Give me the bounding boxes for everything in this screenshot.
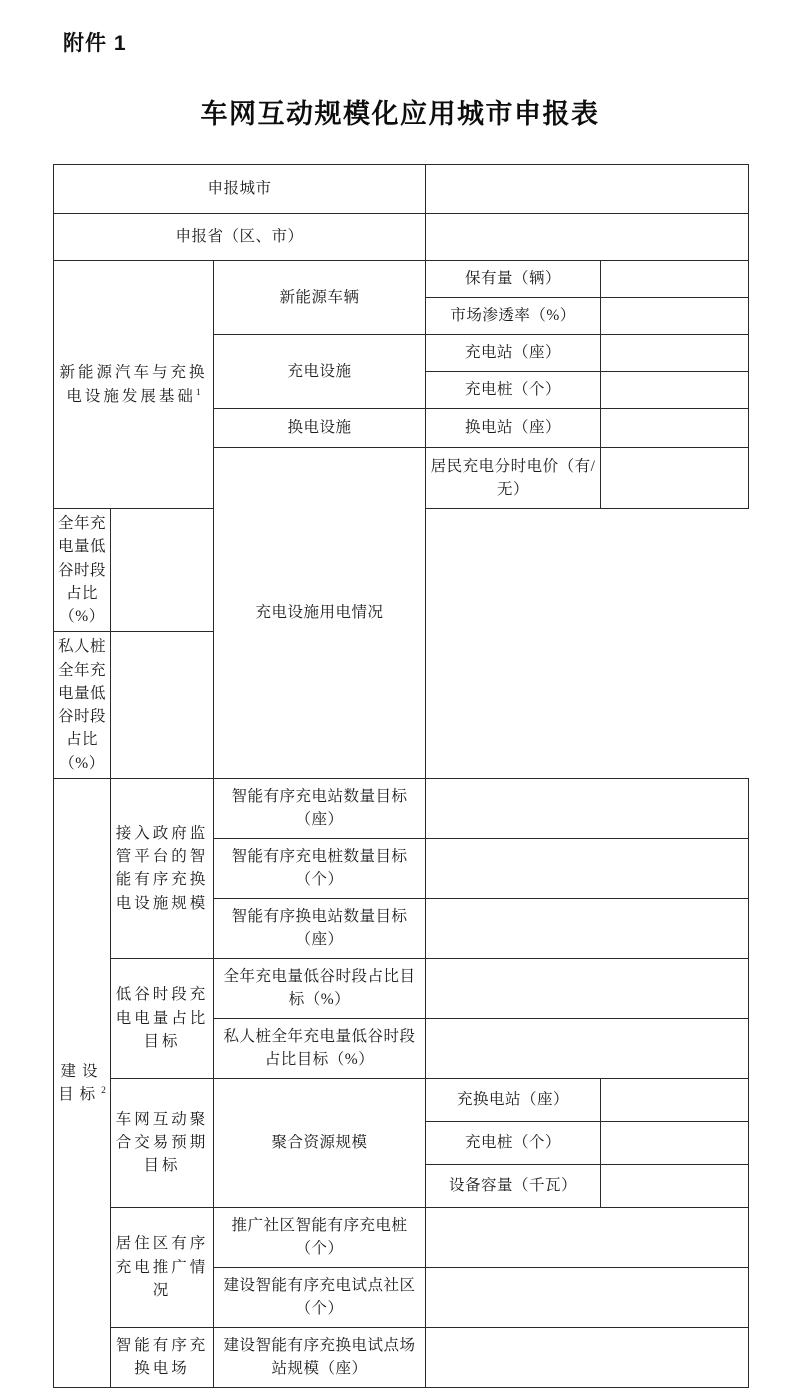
page-title: 车网互动规模化应用城市申报表 <box>200 99 600 129</box>
table-row <box>54 1327 749 1387</box>
item-value-agg-swap-station[interactable] <box>601 1078 749 1121</box>
item-label-community-pile-promotion: 推广社区智能有序充电桩（个） <box>214 1207 426 1267</box>
item-label-smart-pile-goal: 智能有序充电桩数量目标（个） <box>214 838 426 898</box>
footnote-marker-2: 2 <box>101 1085 106 1096</box>
footnote-marker-1: 1 <box>195 387 201 398</box>
item-value-smart-station-goal[interactable] <box>426 778 749 838</box>
item-label-charging-pile: 充电桩（个） <box>426 372 601 409</box>
item-label-swap-station: 换电站（座） <box>426 409 601 448</box>
group-label-residential-promotion: 居住区有序充电推广情况 <box>111 1207 214 1327</box>
item-label-agg-charging-pile: 充电桩（个） <box>426 1121 601 1164</box>
item-label-agg-swap-station: 充换电站（座） <box>426 1078 601 1121</box>
item-value-smart-swap-goal[interactable] <box>426 898 749 958</box>
item-value-smart-pile-goal[interactable] <box>426 838 749 898</box>
group-label-charging-facility: 充电设施 <box>214 335 426 409</box>
section-label-construction-goals <box>54 778 111 1387</box>
item-label-smart-station-goal: 智能有序充电站数量目标（座） <box>214 778 426 838</box>
item-label-residential-tou-price: 居民充电分时电价（有/无） <box>426 448 601 509</box>
group-label-swap-facility: 换电设施 <box>214 409 426 448</box>
section-label-construction-goals-text: 建设目标 <box>58 1062 104 1103</box>
group-label-v2g-trading-goal: 车网互动聚合交易预期目标 <box>111 1078 214 1207</box>
item-label-charging-station: 充电站（座） <box>426 335 601 372</box>
row-value-application-province[interactable] <box>426 214 749 261</box>
group-label-nev: 新能源车辆 <box>214 261 426 335</box>
table-row <box>54 1078 749 1121</box>
item-label-nev-penetration: 市场渗透率（%） <box>426 298 601 335</box>
item-label-private-pile-valley-share: 私人桩全年充电量低谷时段占比（%） <box>54 632 111 779</box>
item-label-private-pile-valley-goal: 私人桩全年充电量低谷时段占比目标（%） <box>214 1018 426 1078</box>
item-value-swap-station[interactable] <box>601 409 749 448</box>
item-label-pilot-field-station: 建设智能有序充换电试点场站规模（座） <box>214 1327 426 1387</box>
item-value-pilot-community[interactable] <box>426 1267 749 1327</box>
item-value-private-pile-valley-share[interactable] <box>111 632 214 779</box>
row-label-application-province: 申报省（区、市） <box>54 214 426 261</box>
item-value-community-pile-promotion[interactable] <box>426 1207 749 1267</box>
section-label-development-basis <box>54 261 214 509</box>
item-value-pilot-field-station[interactable] <box>426 1327 749 1387</box>
group-label-power-usage: 充电设施用电情况 <box>214 448 426 779</box>
item-value-nev-penetration[interactable] <box>601 298 749 335</box>
group-label-valley-share-goal: 低谷时段充电电量占比目标 <box>111 958 214 1078</box>
row-value-application-city[interactable] <box>426 165 749 214</box>
item-label-nev-stock: 保有量（辆） <box>426 261 601 298</box>
item-label-pilot-community: 建设智能有序充电试点社区（个） <box>214 1267 426 1327</box>
item-value-charging-pile[interactable] <box>601 372 749 409</box>
row-label-application-city: 申报城市 <box>54 165 426 214</box>
item-label-annual-valley-share: 全年充电量低谷时段占比（%） <box>54 509 111 632</box>
item-value-private-pile-valley-goal[interactable] <box>426 1018 749 1078</box>
application-form-table <box>53 164 749 1388</box>
item-label-annual-valley-goal: 全年充电量低谷时段占比目标（%） <box>214 958 426 1018</box>
table-row <box>54 214 749 261</box>
table-row <box>54 261 749 298</box>
group-label-smart-orderly-field: 智能有序充换电场 <box>111 1327 214 1387</box>
item-value-nev-stock[interactable] <box>601 261 749 298</box>
item-label-aggregate-resource-scale: 聚合资源规模 <box>214 1078 426 1207</box>
item-value-charging-station[interactable] <box>601 335 749 372</box>
item-value-agg-charging-pile[interactable] <box>601 1121 749 1164</box>
section-label-development-basis-text: 新能源汽车与充换电设施发展基础 <box>59 364 208 405</box>
item-value-annual-valley-share[interactable] <box>111 509 214 632</box>
form-table-container <box>53 164 748 1388</box>
table-row <box>54 778 749 838</box>
item-value-annual-valley-goal[interactable] <box>426 958 749 1018</box>
table-row <box>54 1207 749 1267</box>
item-value-agg-capacity[interactable] <box>601 1164 749 1207</box>
item-label-agg-capacity: 设备容量（千瓦） <box>426 1164 601 1207</box>
table-row <box>54 958 749 1018</box>
attachment-label: 附件 1 <box>63 32 127 55</box>
item-value-residential-tou-price[interactable] <box>601 448 749 509</box>
table-row <box>54 165 749 214</box>
group-label-platform-scale: 接入政府监管平台的智能有序充换电设施规模 <box>111 778 214 958</box>
item-label-smart-swap-goal: 智能有序换电站数量目标（座） <box>214 898 426 958</box>
